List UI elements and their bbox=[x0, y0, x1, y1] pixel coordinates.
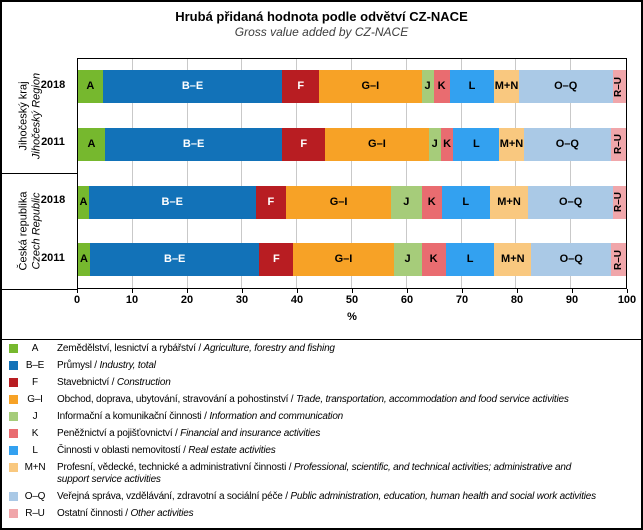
legend-text-en: Public administration, education, human health and social work activities bbox=[290, 491, 596, 502]
segment-label: L bbox=[473, 137, 480, 150]
segment-label: A bbox=[87, 137, 96, 150]
legend-text-cs: Průmysl / bbox=[57, 360, 100, 371]
group-label-en: Jihočeský Region bbox=[30, 72, 43, 159]
legend-row bbox=[9, 343, 643, 355]
legend-text-cs: Činnosti v oblasti nemovitostí / bbox=[57, 445, 189, 456]
x-tick-mark bbox=[572, 289, 573, 293]
bar-segment-K bbox=[441, 128, 454, 161]
legend-code: K bbox=[31, 428, 39, 439]
bar-segment-G–I bbox=[319, 70, 421, 103]
segment-label: G–I bbox=[361, 80, 380, 92]
x-tick-label: 100 bbox=[617, 294, 637, 306]
segment-label: A bbox=[80, 253, 88, 266]
legend-text-cs: Zemědělství, lesnictví a rybářství / bbox=[57, 343, 204, 354]
legend-text bbox=[52, 462, 571, 486]
legend-code: J bbox=[32, 411, 38, 422]
legend-code: L bbox=[32, 445, 38, 456]
bar-segment-B–E bbox=[89, 186, 256, 219]
x-tick-label: 0 bbox=[73, 294, 81, 306]
bar-segment-L bbox=[446, 243, 495, 276]
legend-text bbox=[52, 508, 193, 520]
x-tick-label: 70 bbox=[455, 294, 469, 306]
segment-label: R–U bbox=[613, 76, 625, 97]
legend-text-cs: Ostatní činnosti / bbox=[57, 508, 131, 519]
legend-text-cs: Stavebnictví / bbox=[57, 377, 117, 388]
legend bbox=[2, 343, 643, 525]
x-tick-mark bbox=[462, 289, 463, 293]
bar-segment-G–I bbox=[293, 243, 393, 276]
legend-text-en-line2: support service activities bbox=[57, 474, 161, 485]
x-tick-mark bbox=[517, 289, 518, 293]
bar-segment-J bbox=[394, 243, 422, 276]
group-label-cs: Česká republika bbox=[17, 191, 30, 271]
bar-segment-F bbox=[282, 70, 319, 103]
legend-row bbox=[9, 394, 643, 406]
x-tick-mark bbox=[352, 289, 353, 293]
segment-label: L bbox=[466, 253, 474, 266]
legend-text-en: Information and communication bbox=[209, 411, 344, 422]
segment-label: L bbox=[468, 80, 476, 92]
x-tick-mark bbox=[187, 289, 188, 293]
legend-text bbox=[52, 428, 320, 440]
chart-title: Hrubá přidaná hodnota podle odvětví CZ-NACE bbox=[175, 9, 468, 24]
segment-label: B–E bbox=[164, 253, 186, 266]
bar-segment-A bbox=[78, 186, 89, 219]
legend-code: R–U bbox=[25, 508, 45, 519]
bar-segment-F bbox=[259, 243, 293, 276]
segment-label: O–Q bbox=[555, 137, 579, 150]
x-tick-mark bbox=[242, 289, 243, 293]
legend-text-en: Financial and insurance activities bbox=[180, 428, 321, 439]
bar-segment-R–U bbox=[611, 243, 626, 276]
segment-label: J bbox=[403, 195, 410, 208]
year-label: 2011 bbox=[41, 251, 65, 264]
segment-label: J bbox=[424, 80, 431, 92]
segment-label: J bbox=[431, 137, 438, 150]
bar-segment-J bbox=[422, 70, 434, 103]
group-label-region bbox=[18, 58, 46, 173]
legend-text-en: Agriculture, forestry and fishing bbox=[203, 343, 335, 354]
segment-label: G–I bbox=[334, 253, 353, 266]
bar-segment-K bbox=[434, 70, 450, 103]
legend-text bbox=[52, 377, 171, 389]
legend-text-en: Industry, total bbox=[99, 360, 156, 371]
x-axis-unit-label: % bbox=[347, 311, 357, 323]
bar-segment-J bbox=[429, 128, 441, 161]
group-label-cs: Jihočeský kraj bbox=[17, 80, 30, 151]
bar-row bbox=[78, 186, 626, 219]
x-tick-label: 80 bbox=[510, 294, 524, 306]
segment-label: O–Q bbox=[559, 195, 583, 208]
group-label-en: Czech Republic bbox=[30, 192, 43, 270]
year-label: 2018 bbox=[40, 78, 66, 91]
legend-row bbox=[9, 508, 643, 520]
bar-row bbox=[78, 70, 626, 103]
segment-label: A bbox=[86, 80, 95, 92]
legend-text-cs: Profesní, vědecké, technické a administrativní činnosti / bbox=[57, 462, 294, 473]
year-label: 2011 bbox=[41, 136, 65, 149]
legend-code: O–Q bbox=[24, 491, 46, 502]
legend-swatch bbox=[9, 509, 18, 518]
chart-subtitle: Gross value added by CZ-NACE bbox=[234, 25, 409, 39]
segment-label: M+N bbox=[494, 80, 519, 92]
segment-label: J bbox=[404, 253, 411, 266]
legend-text bbox=[52, 360, 156, 372]
x-tick-label: 90 bbox=[565, 294, 579, 306]
bar-segment-O–Q bbox=[531, 243, 611, 276]
bar-segment-A bbox=[78, 128, 105, 161]
legend-code: F bbox=[32, 377, 38, 388]
bar-segment-B–E bbox=[90, 243, 259, 276]
legend-row bbox=[9, 445, 643, 457]
bar-segment-G–I bbox=[286, 186, 391, 219]
segment-label: F bbox=[300, 137, 308, 150]
x-tick-label: 50 bbox=[345, 294, 359, 306]
segment-label: A bbox=[79, 195, 88, 208]
legend-row bbox=[9, 462, 643, 486]
bar-segment-R–U bbox=[613, 70, 626, 103]
legend-text-cs: Peněžnictví a pojišťovnictví / bbox=[57, 428, 181, 439]
year-label: 2018 bbox=[40, 194, 66, 206]
bar-segment-A bbox=[78, 70, 103, 103]
segment-label: K bbox=[443, 137, 452, 150]
legend-text bbox=[52, 394, 569, 406]
segment-label: M+N bbox=[501, 253, 525, 266]
segment-label: R–U bbox=[612, 249, 624, 270]
bar-segment-B–E bbox=[103, 70, 283, 103]
legend-row bbox=[9, 428, 643, 440]
segment-label: M+N bbox=[497, 195, 521, 208]
x-tick-mark bbox=[77, 289, 78, 293]
segment-label: M+N bbox=[499, 137, 524, 150]
bar-segment-L bbox=[453, 128, 499, 161]
bar-segment-O–Q bbox=[519, 70, 613, 103]
legend-code: B–E bbox=[25, 360, 45, 371]
legend-row bbox=[9, 491, 643, 503]
bar-segment-B–E bbox=[105, 128, 283, 161]
segment-label: G–I bbox=[329, 195, 348, 208]
x-tick-label: 60 bbox=[400, 294, 414, 306]
x-tick-mark bbox=[407, 289, 408, 293]
bar-segment-O–Q bbox=[528, 186, 612, 219]
segment-label: R–U bbox=[613, 191, 625, 213]
legend-swatch bbox=[9, 412, 18, 421]
legend-swatch bbox=[9, 344, 18, 353]
segment-label: F bbox=[272, 253, 280, 266]
group-label-country bbox=[18, 174, 46, 289]
legend-swatch bbox=[9, 446, 18, 455]
legend-text-en: Other activities bbox=[130, 508, 194, 519]
legend-text bbox=[52, 411, 343, 423]
bar-row bbox=[78, 128, 626, 161]
axis-extension-line bbox=[2, 289, 77, 290]
segment-label: B–E bbox=[161, 195, 183, 208]
segment-label: B–E bbox=[181, 80, 204, 92]
bar-segment-O–Q bbox=[524, 128, 612, 161]
bar-segment-R–U bbox=[611, 128, 626, 161]
legend-code: G–I bbox=[27, 394, 43, 405]
bar-segment-G–I bbox=[325, 128, 429, 161]
legend-text bbox=[52, 491, 596, 503]
legend-row bbox=[9, 360, 643, 372]
segment-label: B–E bbox=[182, 137, 205, 150]
segment-label: F bbox=[267, 195, 275, 208]
x-tick-mark bbox=[627, 289, 628, 293]
x-tick-mark bbox=[297, 289, 298, 293]
legend-text-cs: Veřejná správa, vzdělávání, zdravotní a sociální péče / bbox=[57, 491, 291, 502]
segment-label: F bbox=[297, 80, 305, 92]
legend-code: M+N bbox=[24, 462, 46, 473]
bar-segment-M+N bbox=[499, 128, 523, 161]
legend-text-en: Professional, scientific, and technical activities; administrative and bbox=[293, 462, 572, 473]
legend-swatch bbox=[9, 429, 18, 438]
bar-row bbox=[78, 243, 626, 276]
bar-segment-F bbox=[282, 128, 325, 161]
bar-segment-A bbox=[78, 243, 90, 276]
bar-segment-L bbox=[450, 70, 495, 103]
x-tick-mark bbox=[132, 289, 133, 293]
x-tick-label: 20 bbox=[180, 294, 194, 306]
x-tick-label: 10 bbox=[125, 294, 139, 306]
bar-segment-K bbox=[422, 186, 442, 219]
bar-segment-F bbox=[256, 186, 287, 219]
legend-swatch bbox=[9, 378, 18, 387]
bar-segment-M+N bbox=[490, 186, 529, 219]
segment-label: R–U bbox=[612, 134, 624, 155]
legend-text-cs: Obchod, doprava, ubytování, stravování a pohostinství / bbox=[57, 394, 296, 405]
legend-swatch bbox=[9, 492, 18, 501]
segment-label: O–Q bbox=[559, 253, 583, 266]
plot-area bbox=[77, 58, 627, 289]
segment-label: K bbox=[437, 80, 446, 92]
x-tick-label: 30 bbox=[235, 294, 249, 306]
legend-text-cs: Informační a komunikační činnosti / bbox=[57, 411, 210, 422]
legend-divider-line bbox=[2, 339, 643, 340]
segment-label: K bbox=[427, 195, 436, 208]
legend-text bbox=[52, 343, 335, 355]
segment-label: L bbox=[462, 195, 470, 208]
bar-segment-R–U bbox=[613, 186, 626, 219]
legend-code: A bbox=[31, 343, 39, 354]
legend-row bbox=[9, 377, 643, 389]
bar-segment-L bbox=[442, 186, 490, 219]
bar-segment-M+N bbox=[494, 243, 531, 276]
segment-label: G–I bbox=[368, 137, 386, 150]
legend-row bbox=[9, 411, 643, 423]
legend-swatch bbox=[9, 361, 18, 370]
legend-text-en: Trade, transportation, accommodation and food service activities bbox=[295, 394, 569, 405]
legend-swatch bbox=[9, 463, 18, 472]
legend-text-en: Construction bbox=[116, 377, 171, 388]
bar-segment-J bbox=[391, 186, 422, 219]
bar-segment-K bbox=[422, 243, 446, 276]
segment-label: K bbox=[429, 253, 438, 266]
legend-text-en: Real estate activities bbox=[188, 445, 276, 456]
bar-segment-M+N bbox=[494, 70, 518, 103]
legend-swatch bbox=[9, 395, 18, 404]
legend-text bbox=[52, 445, 276, 457]
segment-label: O–Q bbox=[554, 80, 578, 92]
x-tick-label: 40 bbox=[290, 294, 304, 306]
